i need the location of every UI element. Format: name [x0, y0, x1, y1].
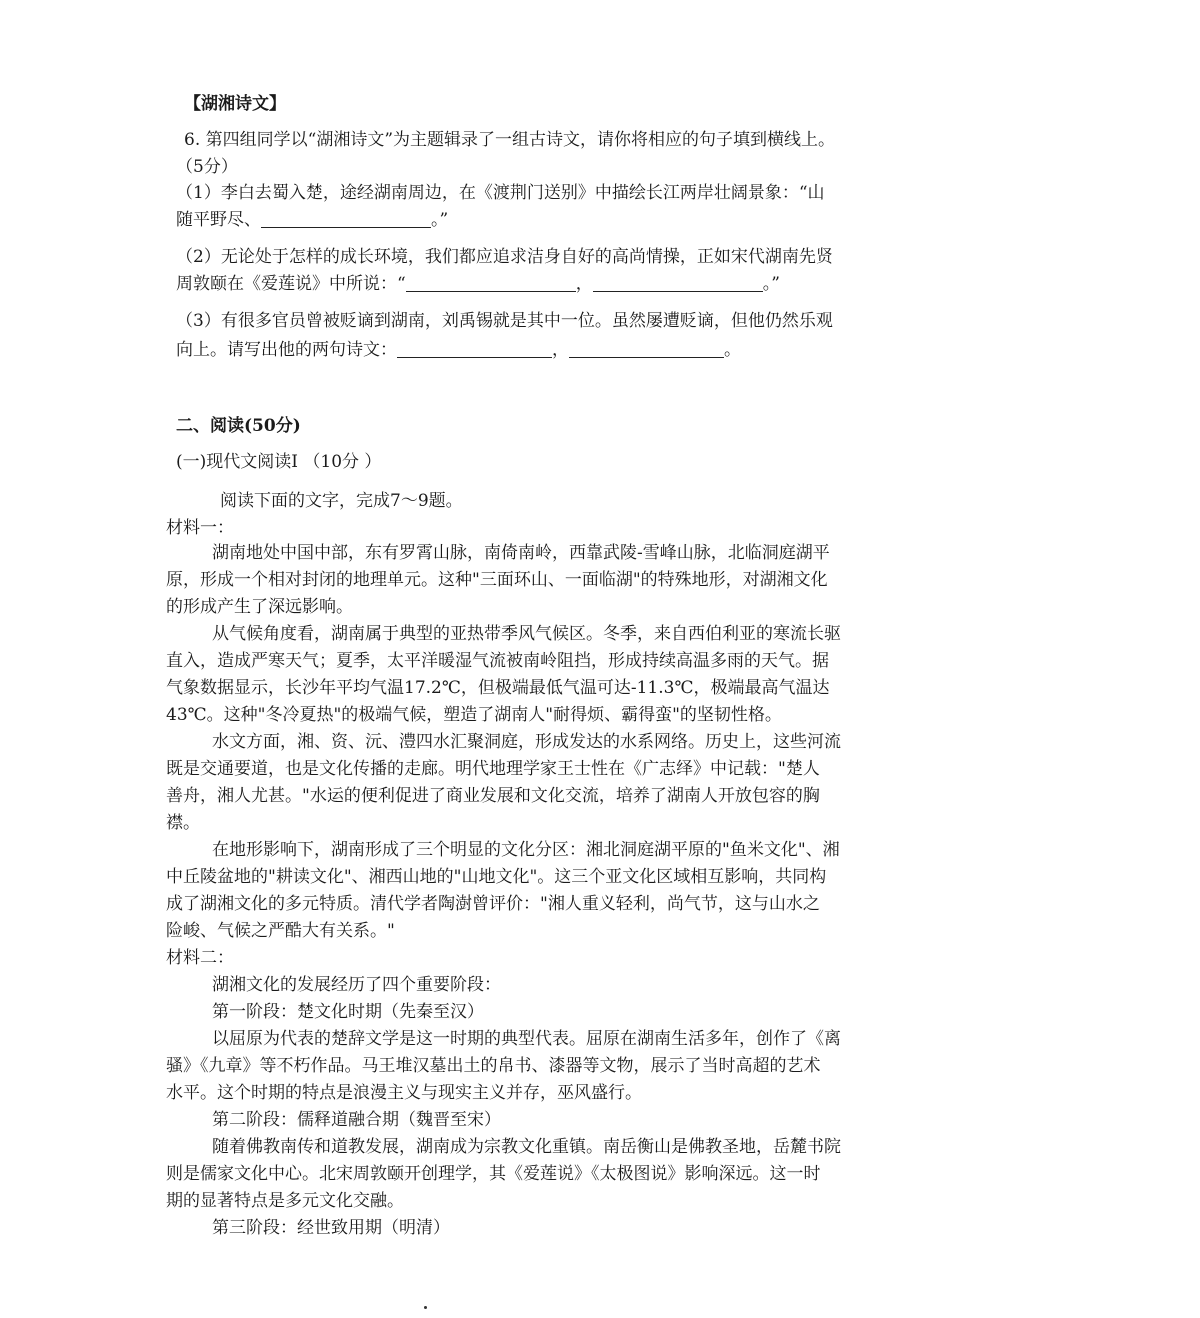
m1-line: 在地形影响下，湖南形成了三个明显的文化分区：湘北洞庭湖平原的"鱼米文化"、湘 — [212, 840, 840, 860]
m1-line: 原，形成一个相对封闭的地理单元。这种"三面环山、一面临湖"的特殊地形，对湖湘文化 — [166, 570, 828, 590]
m2-line: 水平。这个时期的特点是浪漫主义与现实主义并存，巫风盛行。 — [166, 1083, 642, 1103]
q6-sub1-line1: （1）李白去蜀入楚，途经湖南周边，在《渡荆门送别》中描绘长江两岸壮阔景象：“山 — [176, 183, 825, 203]
sub2-comma: ， — [575, 274, 593, 294]
sub3-comma: ， — [552, 340, 569, 360]
m1-line: 湖南地处中国中部，东有罗霄山脉，南倚南岭，西靠武陵-雪峰山脉，北临洞庭湖平 — [212, 543, 830, 563]
answer-blank-4[interactable] — [397, 341, 552, 358]
q6-sub2-line2 — [176, 272, 780, 296]
reading-instruction: 阅读下面的文字，完成7～9题。 — [220, 491, 463, 511]
sub1-prefix: 随平野尽、 — [176, 210, 261, 230]
m2-stage-heading: 第二阶段：儒释道融合期（魏晋至宋） — [212, 1110, 501, 1130]
m1-line: 直入，造成严寒天气；夏季，太平洋暖湿气流被南岭阻挡，形成持续高温多雨的天气。据 — [166, 651, 829, 671]
sub2-prefix: 周敦颐在《爱莲说》中所说：“ — [176, 274, 406, 294]
m1-line: 水文方面，湘、资、沅、澧四水汇聚洞庭，形成发达的水系网络。历史上，这些河流 — [212, 732, 841, 752]
q6-sub1-line2 — [176, 208, 448, 232]
m1-line: 成了湖湘文化的多元特质。清代学者陶澍曾评价："湘人重义轻利，尚气节，这与山水之 — [166, 894, 820, 914]
m1-line: 既是交通要道，也是文化传播的走廊。明代地理学家王士性在《广志绎》中记载："楚人 — [166, 759, 820, 779]
m1-line: 43℃。这种"冬冷夏热"的极端气候，塑造了湖南人"耐得烦、霸得蛮"的坚韧性格。 — [166, 705, 782, 725]
m2-line: 以屈原为代表的楚辞文学是这一时期的典型代表。屈原在湖南生活多年，创作了《离 — [212, 1029, 841, 1049]
reading-subsection-title: (一)现代文阅读Ⅰ （10分 ） — [176, 452, 382, 472]
m2-line: 骚》《九章》等不朽作品。马王堆汉墓出土的帛书、漆器等文物，展示了当时高超的艺术 — [166, 1056, 821, 1076]
answer-blank-1[interactable] — [261, 211, 431, 228]
material-2-label: 材料二： — [166, 948, 234, 968]
m2-line: 随着佛教南传和道教发展，湖南成为宗教文化重镇。南岳衡山是佛教圣地，岳麓书院 — [212, 1137, 841, 1157]
m2-line: 湖湘文化的发展经历了四个重要阶段： — [212, 975, 501, 995]
m2-line: 则是儒家文化中心。北宋周敦颐开创理学，其《爱莲说》《太极图说》影响深远。这一时 — [166, 1164, 821, 1184]
m2-stage-heading: 第三阶段：经世致用期（明清） — [212, 1218, 450, 1238]
m1-line: 从气候角度看，湖南属于典型的亚热带季风气候区。冬季，来自西伯利亚的寒流长驱 — [212, 624, 841, 644]
scan-speck — [424, 1306, 427, 1309]
m1-line: 中丘陵盆地的"耕读文化"、湘西山地的"山地文化"。这三个亚文化区域相互影响，共同构 — [166, 867, 827, 887]
m1-line: 的形成产生了深远影响。 — [166, 597, 353, 617]
sub3-prefix: 向上。请写出他的两句诗文： — [176, 340, 397, 360]
m1-line: 气象数据显示，长沙年平均气温17.2℃，但极端最低气温可达-11.3℃，极端最高气温达 — [166, 678, 830, 698]
q6-sub3-line2 — [176, 338, 741, 362]
m2-line: 期的显著特点是多元文化交融。 — [166, 1191, 404, 1211]
answer-blank-5[interactable] — [569, 341, 724, 358]
m2-stage-heading: 第一阶段：楚文化时期（先秦至汉） — [212, 1002, 484, 1022]
m1-line: 善舟，湘人尤甚。"水运的便利促进了商业发展和文化交流，培养了湖南人开放包容的胸 — [166, 786, 820, 806]
answer-blank-2[interactable] — [406, 275, 576, 292]
q6-points: （5分） — [176, 157, 238, 177]
m1-line: 襟。 — [166, 813, 200, 833]
q6-sub3-line1: （3）有很多官员曾被贬谪到湖南，刘禹锡就是其中一位。虽然屡遭贬谪，但他仍然乐观 — [176, 311, 833, 331]
sub1-suffix: 。” — [431, 210, 449, 230]
q6-sub2-line1: （2）无论处于怎样的成长环境，我们都应追求洁身自好的高尚情操，正如宋代湖南先贤 — [176, 247, 833, 267]
reading-section-header: 二、阅读(50分) — [176, 416, 301, 436]
q6-stem: 6. 第四组同学以“湖湘诗文”为主题辑录了一组古诗文，请你将相应的句子填到横线上。 — [184, 130, 836, 150]
sub2-end: 。” — [762, 274, 780, 294]
m1-line: 险峻、气候之严酷大有关系。" — [166, 921, 395, 941]
material-1-label: 材料一： — [166, 518, 234, 538]
section-tag: 【湖湘诗文】 — [184, 94, 286, 114]
answer-blank-3[interactable] — [593, 275, 763, 292]
sub3-end: 。 — [724, 340, 741, 360]
